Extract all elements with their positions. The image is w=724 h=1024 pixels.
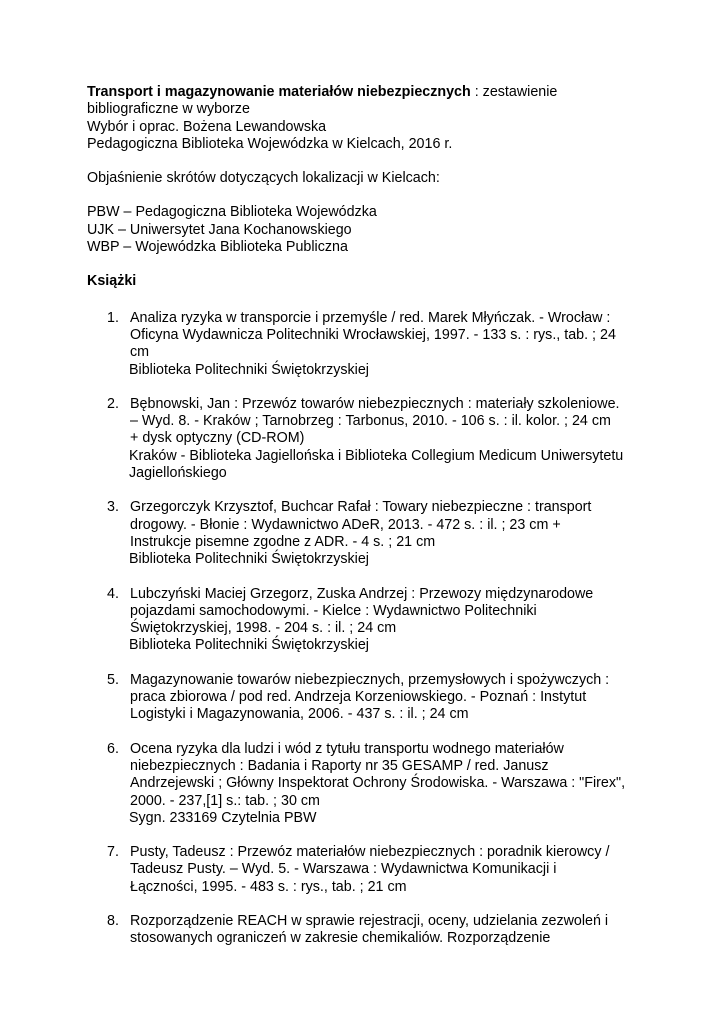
entry-citation: [130, 499, 664, 568]
entry-location: Biblioteka Politechniki Świętokrzyskiej: [129, 637, 369, 654]
spacer: [87, 256, 664, 273]
citation-line: – Wyd. 8. - Kraków ; Tarnobrzeg : Tarbonus, 2010. - 106 s. : il. kolor. ; 24 cm: [130, 413, 611, 430]
book-list: [87, 310, 664, 948]
abbreviation-pbw: PBW – Pedagogiczna Biblioteka Wojewódzka: [87, 204, 377, 221]
entry-citation: [130, 396, 664, 482]
spacer: [87, 153, 664, 170]
citation-line: cm: [130, 344, 150, 361]
section-title: Książki: [87, 273, 137, 290]
citation-line: Magazynowanie towarów niebezpiecznych, przemysłowych i spożywczych :: [130, 671, 610, 688]
book-entry: [87, 741, 664, 827]
citation-line: Logistyki i Magazynowania, 2006. - 437 s. : il. ; 24 cm: [130, 706, 469, 723]
entry-number: 3.: [107, 499, 119, 516]
abbreviation-wbp: WBP – Wojewódzka Biblioteka Publiczna: [87, 239, 348, 256]
entry-number: 1.: [107, 309, 119, 326]
entry-location: Biblioteka Politechniki Świętokrzyskiej: [129, 551, 369, 568]
document-title: Transport i magazynowanie materiałów niebezpiecznych: [87, 84, 471, 100]
book-entry: [87, 310, 664, 379]
section-heading-books: [87, 273, 664, 290]
citation-line: + dysk optyczny (CD-ROM): [130, 430, 305, 447]
entry-citation: [130, 913, 664, 948]
citation-line: Tadeusz Pusty. – Wyd. 5. - Warszawa : Wydawnictwa Komunikacji i: [130, 861, 557, 878]
document-header: [87, 84, 664, 153]
entry-citation: [130, 672, 664, 724]
entry-number: 8.: [107, 912, 119, 929]
compiler: Wybór i oprac. Bożena Lewandowska: [87, 118, 327, 135]
citation-line: Oficyna Wydawnicza Politechniki Wrocławskiej, 1997. - 133 s. : rys., tab. ; 24: [130, 326, 616, 343]
citation-line: pojazdami samochodowymi. - Kielce : Wydawnictwo Politechniki: [130, 602, 537, 619]
entry-number: 7.: [107, 844, 119, 861]
entry-number: 4.: [107, 585, 119, 602]
citation-line: Instrukcje pisemne zgodne z ADR. - 4 s. ; 21 cm: [130, 533, 436, 550]
citation-line: Świętokrzyskiej, 1998. - 204 s. : il. ; 24 cm: [130, 620, 397, 637]
abbreviation-intro: Objaśnienie skrótów dotyczących lokalizacji w Kielcach:: [87, 170, 440, 187]
book-entry: [87, 913, 664, 948]
entry-location: Kraków - Biblioteka Jagiellońska i Biblioteka Collegium Medicum Uniwersytetu: [129, 447, 624, 464]
document-title-rest: : zestawienie: [470, 84, 558, 100]
citation-line: Lubczyński Maciej Grzegorz, Zuska Andrzej : Przewozy międzynarodowe: [130, 585, 594, 602]
citation-line: stosowanych ograniczeń w zakresie chemikaliów. Rozporządzenie: [130, 930, 551, 947]
citation-line: niebezpiecznych : Badania i Raporty nr 35 GESAMP / red. Janusz: [130, 757, 549, 774]
book-entry: [87, 672, 664, 724]
entry-location: Sygn. 233169 Czytelnia PBW: [129, 809, 317, 826]
entry-citation: [130, 586, 664, 655]
publisher: Pedagogiczna Biblioteka Wojewódzka w Kielcach, 2016 r.: [87, 135, 453, 152]
citation-line: Pusty, Tadeusz : Przewóz materiałów niebezpiecznych : poradnik kierowcy /: [130, 844, 610, 861]
book-entry: [87, 499, 664, 568]
spacer: [87, 187, 664, 204]
citation-line: Grzegorczyk Krzysztof, Buchcar Rafał : Towary niebezpieczne : transport: [130, 499, 592, 516]
entry-number: 2.: [107, 395, 119, 412]
entry-location: Jagiellońskiego: [129, 465, 227, 482]
abbreviation-list: [87, 204, 664, 256]
citation-line: Rozporządzenie REACH w sprawie rejestracji, oceny, udzielania zezwoleń i: [130, 912, 609, 929]
entry-citation: [130, 310, 664, 379]
citation-line: Analiza ryzyka w transporcie i przemyśle / red. Marek Młyńczak. - Wrocław :: [130, 309, 611, 326]
entry-citation: [130, 741, 664, 827]
citation-line: Ocena ryzyka dla ludzi i wód z tytułu transportu wodnego materiałów: [130, 740, 564, 757]
citation-line: praca zbiorowa / pod red. Andrzeja Korzeniowskiego. - Poznań : Instytut: [130, 689, 587, 706]
citation-line: 2000. - 237,[1] s.: tab. ; 30 cm: [130, 792, 320, 809]
abbreviation-ujk: UJK – Uniwersytet Jana Kochanowskiego: [87, 221, 352, 238]
book-entry: [87, 586, 664, 655]
citation-line: Bębnowski, Jan : Przewóz towarów niebezpiecznych : materiały szkoleniowe.: [130, 395, 620, 412]
citation-line: drogowy. - Błonie : Wydawnictwo ADeR, 2013. - 472 s. : il. ; 23 cm +: [130, 516, 561, 533]
entry-number: 5.: [107, 671, 119, 688]
abbreviation-intro-block: [87, 170, 664, 187]
book-entry: [87, 844, 664, 896]
book-entry: [87, 396, 664, 482]
title-line: [87, 84, 664, 101]
entry-number: 6.: [107, 740, 119, 757]
entry-citation: [130, 844, 664, 896]
entry-location: Biblioteka Politechniki Świętokrzyskiej: [129, 361, 369, 378]
subtitle: bibliograficzne w wyborze: [87, 101, 250, 118]
citation-line: Łączności, 1995. - 483 s. : rys., tab. ; 21 cm: [130, 878, 407, 895]
citation-line: Andrzejewski ; Główny Inspektorat Ochrony Środowiska. - Warszawa : "Firex",: [130, 775, 626, 792]
